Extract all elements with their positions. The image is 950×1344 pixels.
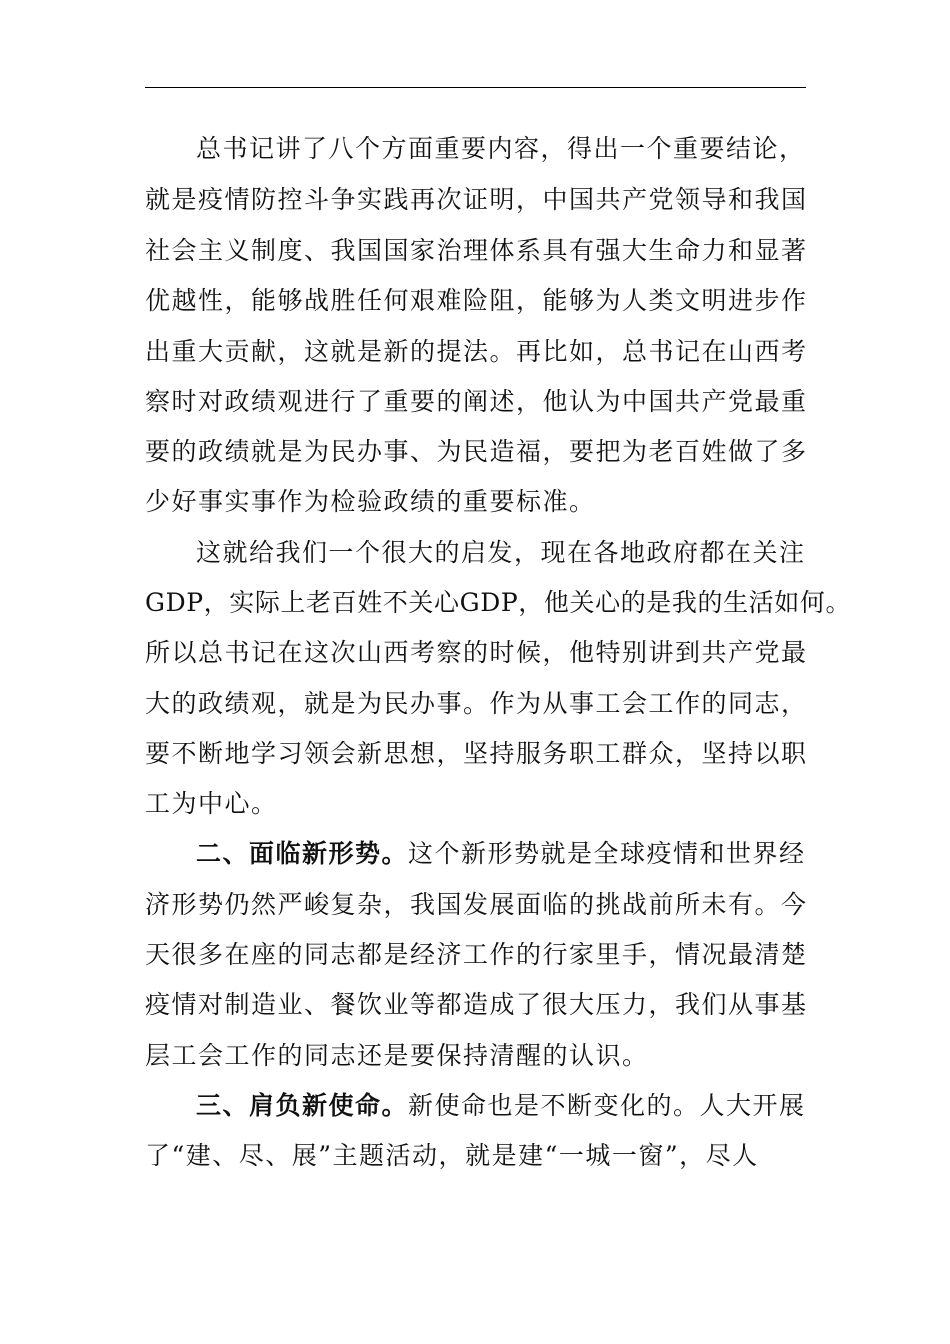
text-line: 总书记讲了八个方面重要内容，得出一个重要结论， [196,134,806,163]
text-line: 所以总书记在这次山西考察的时候，他特别讲到共产党最 [145,638,808,667]
text-line: 察时对政绩观进行了重要的阐述，他认为中国共产党最重 [145,387,808,416]
text-line: 社会主义制度、我国国家治理体系具有强大生命力和显著 [145,236,808,265]
text-line: 工为中心。 [145,789,278,818]
text-line: 了“建、尽、展”主题活动，就是建“一城一窗”，尽人 [145,1141,759,1170]
text-line: 要不断地学习领会新思想，坚持服务职工群众，坚持以职 [145,739,808,768]
text-line: 疫情对制造业、餐饮业等都造成了很大压力，我们从事基 [145,990,808,1019]
text-line: 层工会工作的同志还是要保持清醒的认识。 [145,1041,649,1070]
text-line: 就是疫情防控斗争实践再次证明，中国共产党领导和我国 [145,185,808,214]
section-first-line [196,1089,896,1123]
text-line: 出重大贡献，这就是新的提法。再比如，总书记在山西考 [145,337,808,366]
text-line: 要的政绩就是为民办事、为民造福，要把为老百姓做了多 [145,437,808,466]
section-heading: 三、肩负新使命。 [196,1091,409,1120]
text-line: 优越性，能够战胜任何艰难险阻，能够为人类文明进步作 [145,286,808,315]
text-line: 少好事实事作为检验政绩的重要标准。 [145,487,596,516]
text-line: 大的政绩观，就是为民办事。作为从事工会工作的同志， [145,689,808,718]
section-first-line [196,837,896,871]
section-text: 新使命也是不断变化的。人大开展 [408,1091,806,1120]
section-text: 这个新形势就是全球疫情和世界经 [408,839,806,868]
text-line: 这就给我们一个很大的启发，现在各地政府都在关注 [196,538,806,567]
section-heading: 二、面临新形势。 [196,839,409,868]
text-line: GDP，实际上老百姓不关心GDP，他关心的是我的生活如何。 [145,588,852,617]
header-rule [145,87,806,88]
text-line: 济形势仍然严峻复杂，我国发展面临的挑战前所未有。今 [145,890,808,919]
text-line: 天很多在座的同志都是经济工作的行家里手，情况最清楚 [145,940,808,969]
